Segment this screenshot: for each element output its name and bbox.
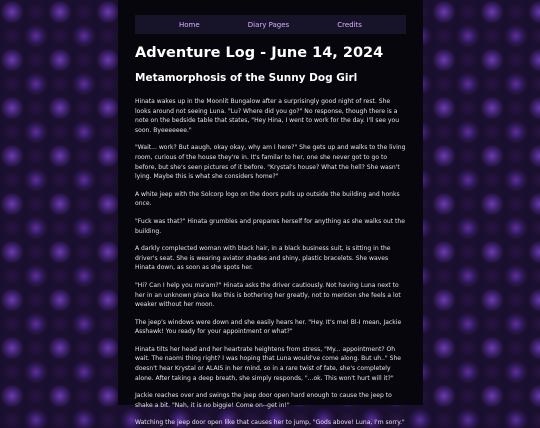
page-title: Adventure Log - June 14, 2024 bbox=[135, 45, 384, 61]
story-paragraph: Hinata tilts her head and her heartrate heightens from stress, "My... appointment? Oh wait. The naomi thing right? I was hoping that Luna would've come along. But uh.." She doesn't hear Krystal or ALAIS in her mind, so in a rare twist of fate, she's completely alone. After taking a deep breath, she simply responds, "...ok. This won't hurt will it?" bbox=[135, 345, 402, 382]
story-paragraph: The jeep's windows were down and she easily hears her. "Hey. It's me! Bl-I mean, Jackie Asshawk! You ready for your appointment or what?" bbox=[135, 318, 402, 336]
top-nav bbox=[135, 15, 406, 34]
story-paragraph: "Hi? Can I help you ma'am?" Hinata asks the driver cautiously. Not having Luna next to her in an unknown place like this is bothering her greatly, not to mention she feels a lot weaker without her moon. bbox=[135, 281, 401, 309]
article bbox=[118, 44, 423, 428]
story-paragraph: A darkly complected woman with black hair, in a black business suit, is sitting in the driver's seat. She is wearing aviator shades and shiny, plastic bracelets. She waves Hinata down, as soon as she spots her. bbox=[135, 245, 391, 272]
story-paragraph: Watching the jeep door open like that causes her to jump, "Gods above! Luna, I'm sorry." bbox=[135, 419, 405, 427]
nav-diary-pages-link[interactable]: Diary Pages bbox=[247, 20, 290, 29]
story-paragraph: Jackie reaches over and swings the jeep door open hard enough to cause the jeep to shake a bit. "Nah, it is no biggie! Come on--get in!" bbox=[135, 392, 392, 409]
page-panel bbox=[118, 0, 423, 427]
story-paragraph: "Fuck was that?" Hinata grumbles and prepares herself for anything as she walks out the building. bbox=[135, 217, 405, 235]
story-paragraph: "Wait... work? But aaugh, okay okay, why am I here?" She gets up and walks to the living room, curious of the house they're in. It's familar to her, one she never got to go to before, but she's seen pictures of it before. "Krystal's house? What the hell? She wasn't lying. Maybe this is what she considers home?" bbox=[135, 144, 406, 181]
story-paragraph: Hinata wakes up in the Moonlit Bungalow after a surprisingly good night of rest. She looks around not seeing Luna. "Lu? Where did you go?" No response, though there is a note on the bedside table that states, "Hey Hina, I went to work for the day. I'll see you soon. Byeeeeeee." bbox=[135, 98, 400, 134]
nav-credits-link[interactable]: Credits bbox=[337, 20, 362, 29]
story-paragraph: A white jeep with the Solcorp logo on the doors pulls up outside the building and honks once. bbox=[135, 190, 400, 208]
entry-subtitle: Metamorphosis of the Sunny Dog Girl bbox=[135, 72, 358, 84]
nav-home-link[interactable]: Home bbox=[179, 20, 200, 29]
